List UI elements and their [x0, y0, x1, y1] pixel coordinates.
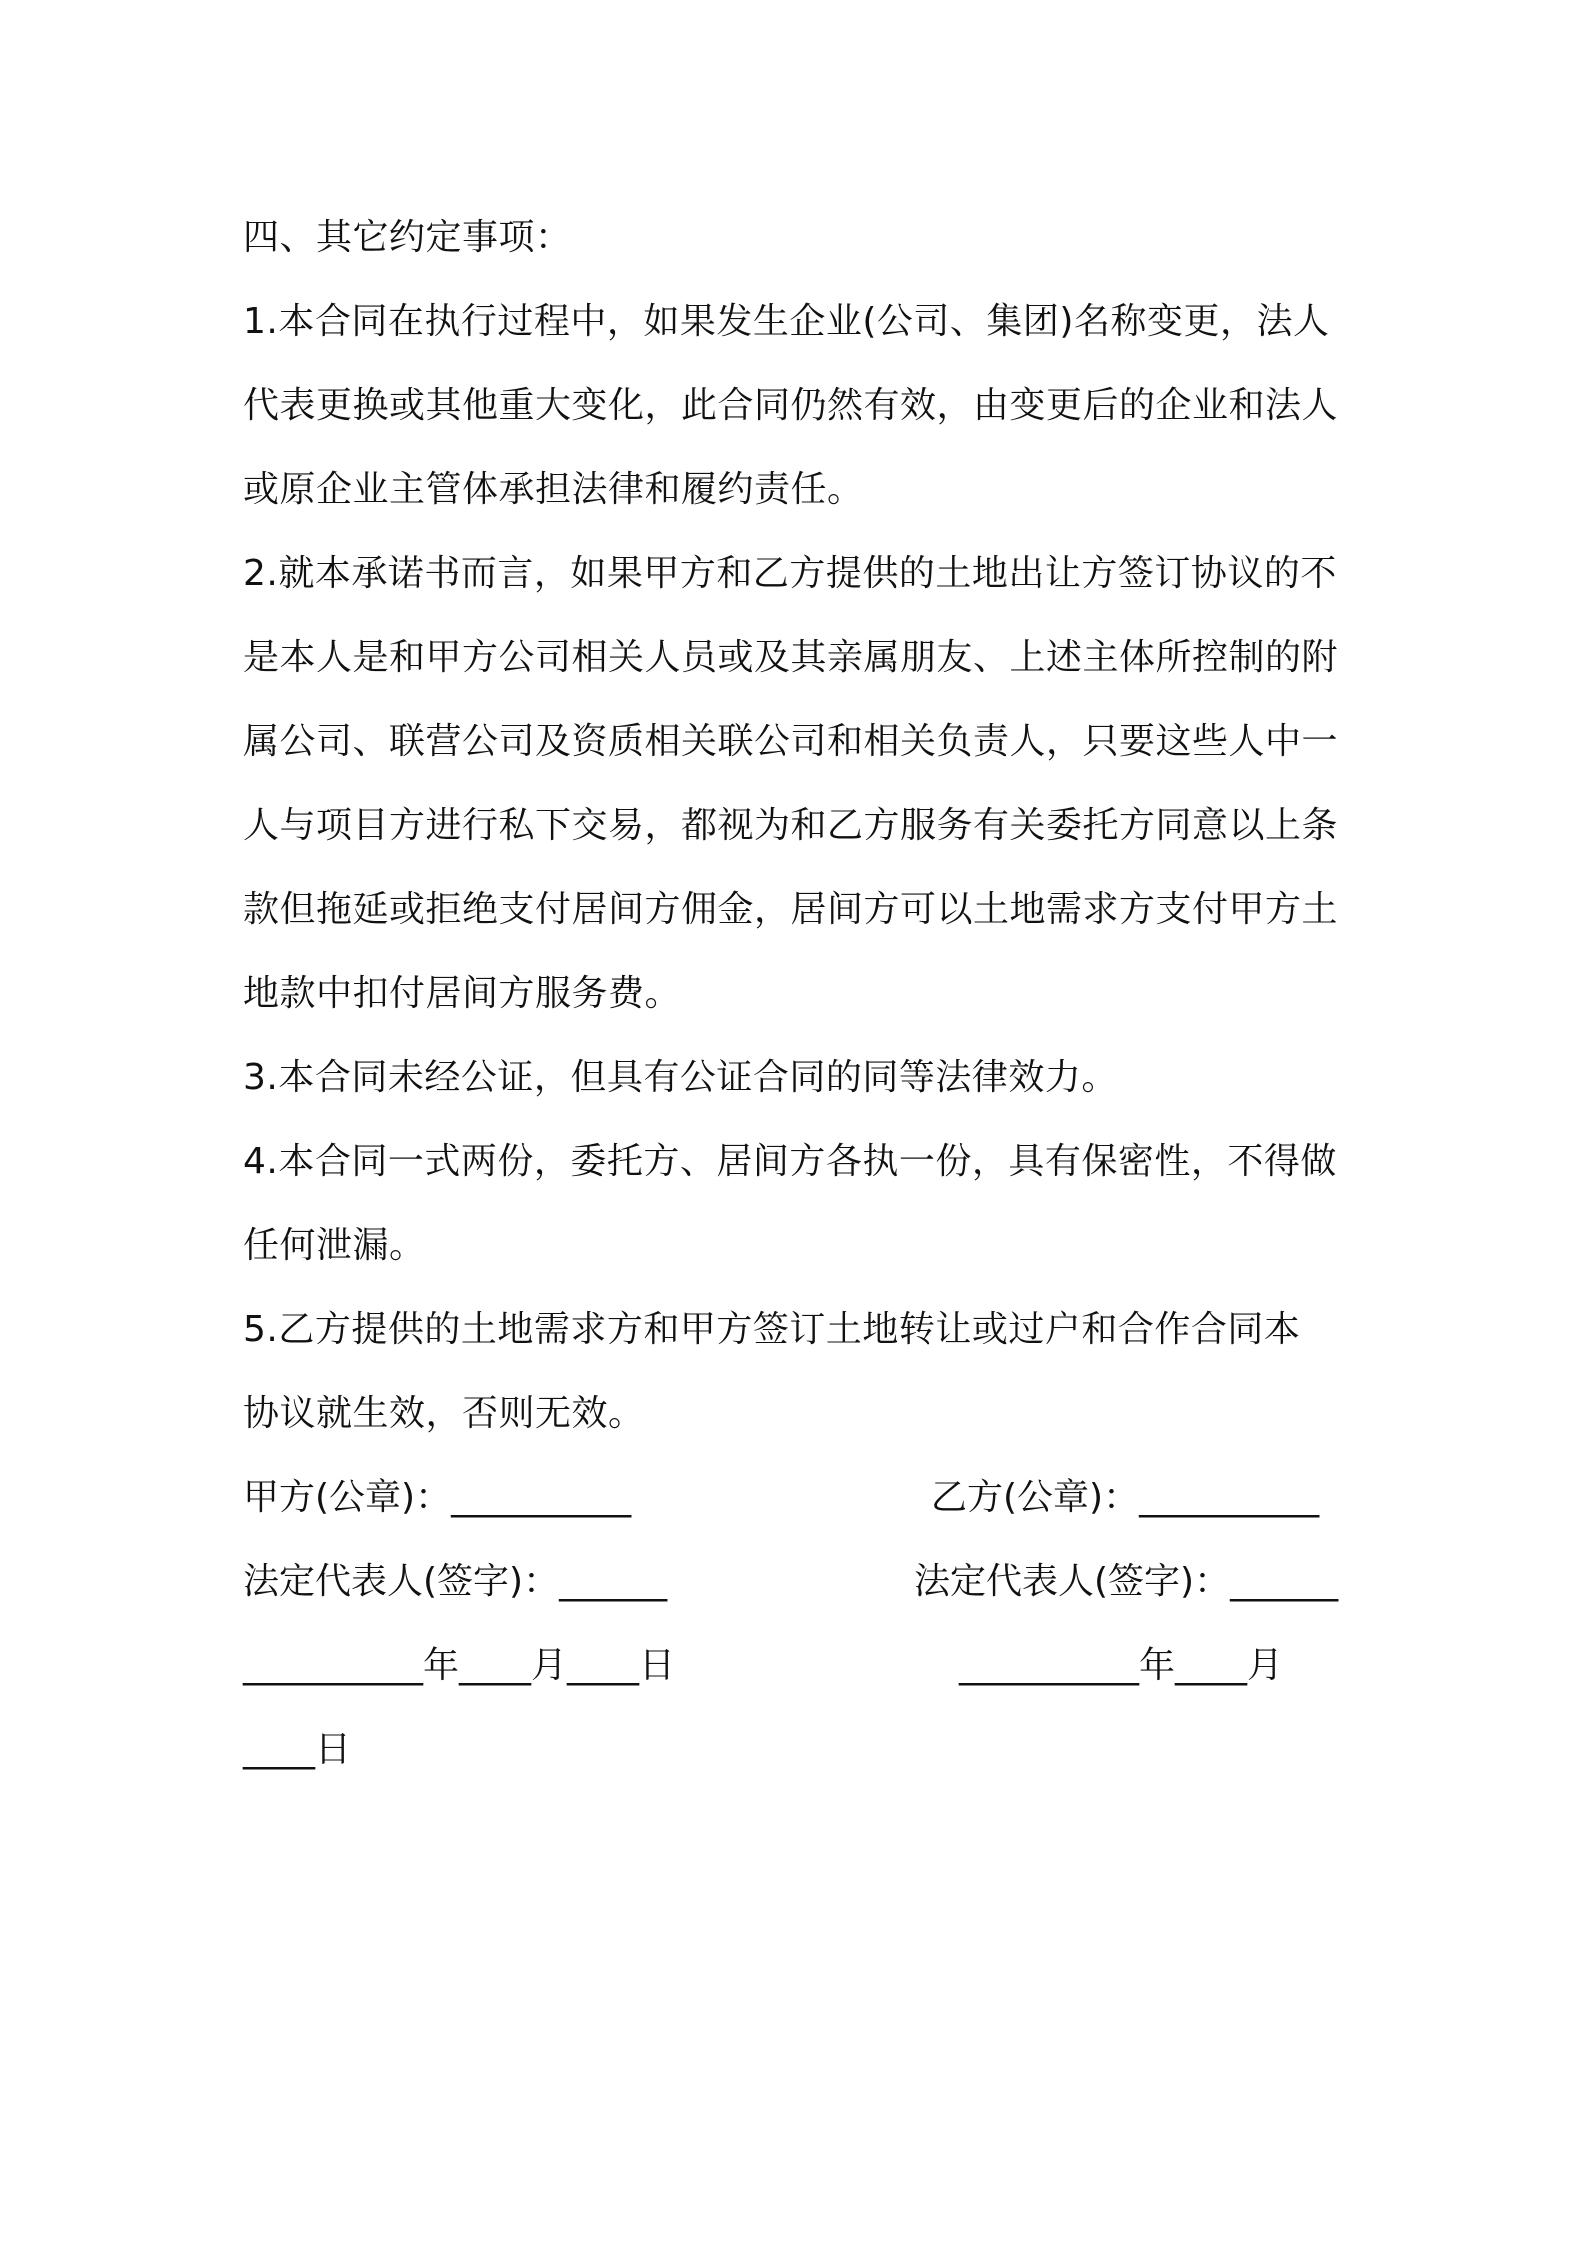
party-b-date-day-field: ____日 [243, 1729, 352, 1770]
clause-line: 2.就本承诺书而言，如果甲方和乙方提供的土地出让方签订协议的不 [243, 553, 1337, 594]
party-a-date-field: __________年____月____日 [243, 1645, 675, 1686]
clause-line: 人与项目方进行私下交易，都视为和乙方服务有关委托方同意以上条 [243, 805, 1339, 846]
clause-4 [243, 1120, 1358, 1288]
clause-line: 地款中扣付居间方服务费。 [243, 973, 682, 1014]
clause-2 [243, 532, 1358, 1036]
clause-3 [243, 1036, 1358, 1120]
clause-line: 1.本合同在执行过程中，如果发生企业(公司、集团)名称变更，法人 [243, 301, 1330, 342]
clause-1 [243, 280, 1358, 532]
date-row [243, 1624, 1358, 1708]
clause-line: 5.乙方提供的土地需求方和甲方签订土地转让或过户和合作合同本 [243, 1309, 1301, 1350]
representative-row [243, 1540, 1358, 1624]
clause-line: 或原企业主管体承担法律和履约责任。 [243, 469, 864, 510]
party-b-seal-field: 乙方(公章)：__________ [931, 1477, 1320, 1518]
clause-line: 款但拖延或拒绝支付居间方佣金，居间方可以土地需求方支付甲方土 [243, 889, 1339, 930]
date-day-row [243, 1708, 1358, 1792]
clause-line: 3.本合同未经公证，但具有公证合同的同等法律效力。 [243, 1057, 1118, 1098]
party-b-date-field: __________年____月 [959, 1645, 1283, 1686]
clause-line: 4.本合同一式两份，委托方、居间方各执一份，具有保密性，不得做 [243, 1141, 1337, 1182]
document-page [243, 196, 1358, 1792]
section-heading: 四、其它约定事项： [243, 217, 572, 258]
signature-block [243, 1456, 1358, 1792]
clause-5 [243, 1288, 1358, 1456]
party-a-seal-field: 甲方(公章)：__________ [243, 1477, 632, 1518]
seal-row [243, 1456, 1358, 1540]
clause-line: 属公司、联营公司及资质相关联公司和相关负责人，只要这些人中一 [243, 721, 1339, 762]
party-b-rep-field: 法定代表人(签字)：______ [914, 1561, 1339, 1602]
clause-line: 是本人是和甲方公司相关人员或及其亲属朋友、上述主体所控制的附 [243, 637, 1339, 678]
clause-line: 任何泄漏。 [243, 1225, 426, 1266]
clause-line: 协议就生效，否则无效。 [243, 1393, 645, 1434]
party-a-rep-field: 法定代表人(签字)：______ [243, 1561, 668, 1602]
clause-line: 代表更换或其他重大变化，此合同仍然有效，由变更后的企业和法人 [243, 385, 1339, 426]
